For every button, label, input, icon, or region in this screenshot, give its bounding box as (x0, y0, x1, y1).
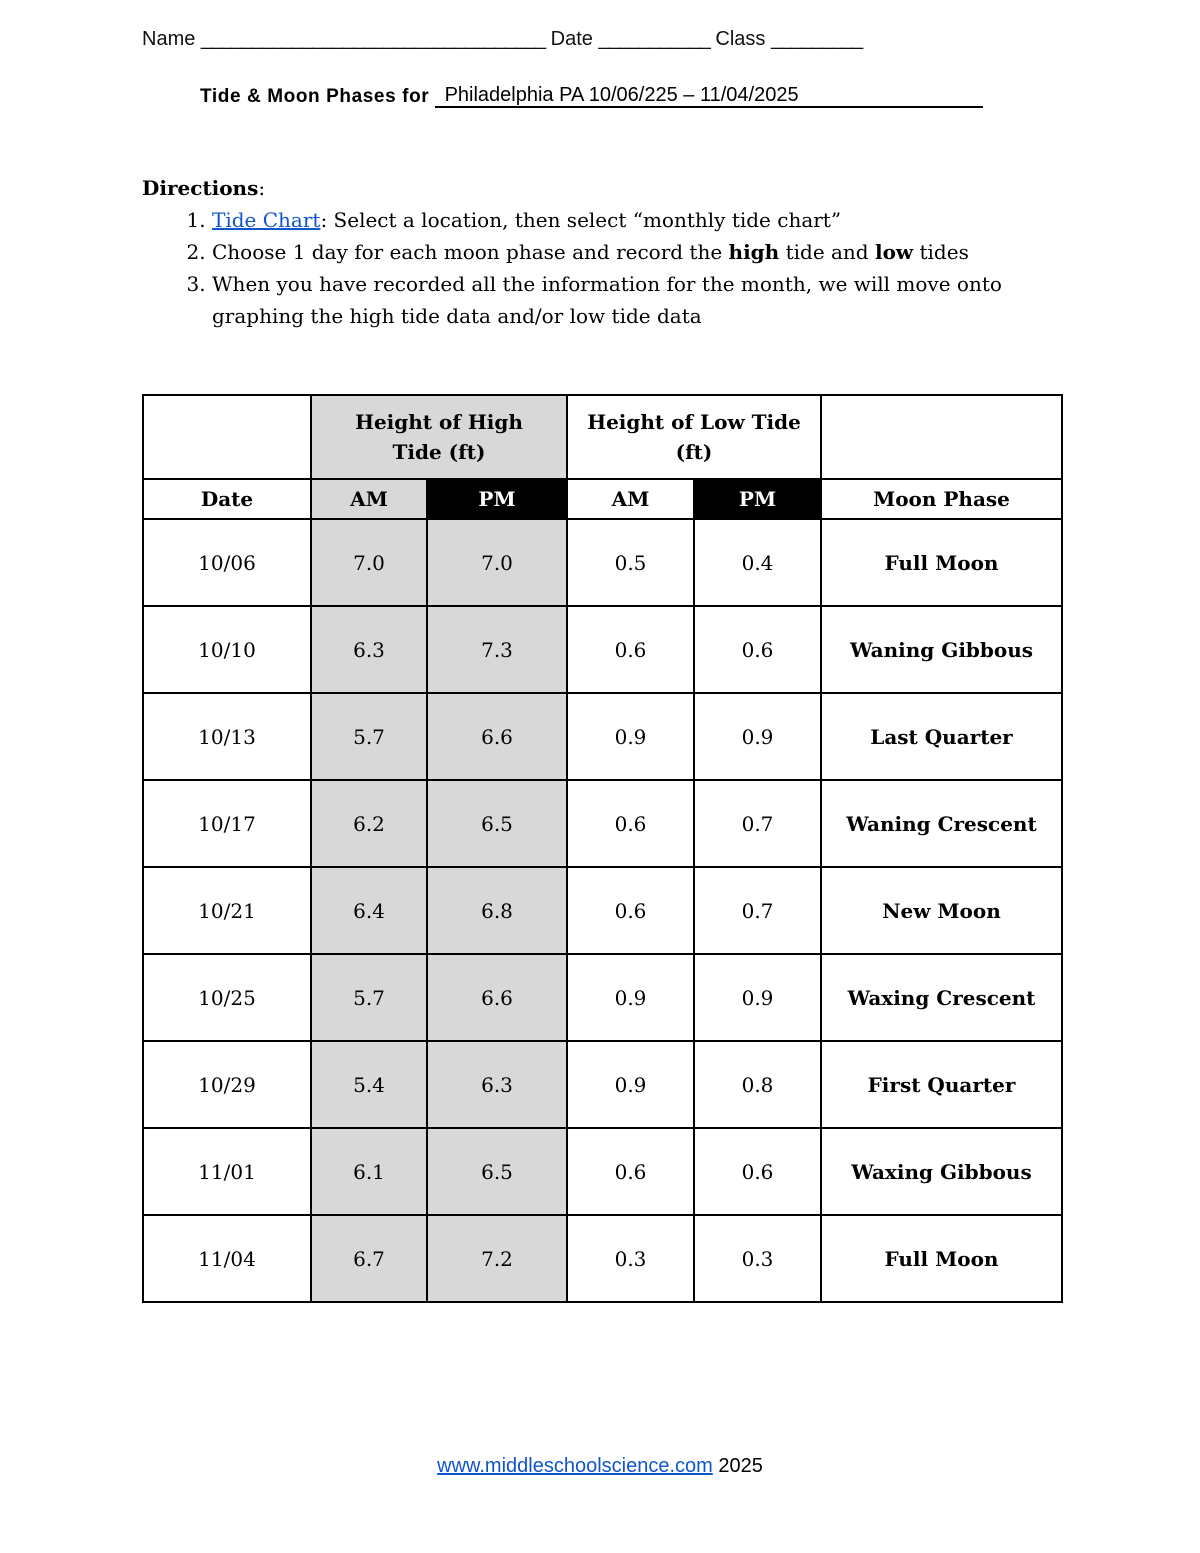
directions-list (142, 204, 1042, 332)
high-am-cell[interactable]: 6.7 (311, 1215, 427, 1302)
footer (0, 1455, 1200, 1478)
direction-step-2 (212, 236, 1042, 268)
low-am-cell[interactable]: 0.6 (567, 1128, 694, 1215)
name-label: Name (142, 28, 196, 50)
low-am-cell[interactable]: 0.9 (567, 1041, 694, 1128)
table-row (143, 693, 1062, 780)
table-row (143, 867, 1062, 954)
low-am-cell[interactable]: 0.6 (567, 780, 694, 867)
moon-phase-cell[interactable]: Full Moon (821, 519, 1062, 606)
class-label: Class (715, 28, 766, 50)
date-cell[interactable]: 10/29 (143, 1041, 311, 1128)
date-cell[interactable]: 11/01 (143, 1128, 311, 1215)
low-am-cell[interactable]: 0.9 (567, 954, 694, 1041)
high-am-cell[interactable]: 6.2 (311, 780, 427, 867)
low-am-column-header: AM (567, 479, 694, 519)
low-am-cell[interactable]: 0.5 (567, 519, 694, 606)
moon-phase-cell[interactable]: Waxing Gibbous (821, 1128, 1062, 1215)
high-pm-cell[interactable]: 7.0 (427, 519, 567, 606)
table-row (143, 1215, 1062, 1302)
low-am-cell[interactable]: 0.6 (567, 606, 694, 693)
high-am-cell[interactable]: 5.7 (311, 693, 427, 780)
date-cell[interactable]: 10/17 (143, 780, 311, 867)
date-cell[interactable]: 10/10 (143, 606, 311, 693)
step-2-text-b: tide and (779, 240, 875, 264)
tide-table (142, 394, 1063, 1303)
name-field[interactable]: __________________________________ (200, 28, 546, 50)
high-am-cell[interactable]: 6.3 (311, 606, 427, 693)
high-pm-cell[interactable]: 6.6 (427, 954, 567, 1041)
table-column-header (143, 479, 1062, 519)
date-column-header: Date (143, 479, 311, 519)
high-pm-cell[interactable]: 6.3 (427, 1041, 567, 1128)
footer-link[interactable]: www.middleschoolscience.com (437, 1455, 713, 1477)
high-am-cell[interactable]: 6.4 (311, 867, 427, 954)
table-row (143, 954, 1062, 1041)
high-pm-cell[interactable]: 7.2 (427, 1215, 567, 1302)
low-pm-cell[interactable]: 0.4 (694, 519, 821, 606)
tide-chart-link[interactable]: Tide Chart (212, 208, 321, 232)
step-2-text-c: tides (913, 240, 969, 264)
date-label: Date (550, 28, 593, 50)
moon-phase-cell[interactable]: First Quarter (821, 1041, 1062, 1128)
high-am-column-header: AM (311, 479, 427, 519)
low-pm-cell[interactable]: 0.6 (694, 1128, 821, 1215)
high-am-cell[interactable]: 5.7 (311, 954, 427, 1041)
directions-heading: Directions (142, 176, 259, 200)
low-pm-cell[interactable]: 0.3 (694, 1215, 821, 1302)
low-pm-cell[interactable]: 0.7 (694, 780, 821, 867)
high-pm-cell[interactable]: 7.3 (427, 606, 567, 693)
date-cell[interactable]: 10/13 (143, 693, 311, 780)
low-tide-header (567, 395, 821, 479)
high-pm-column-header: PM (427, 479, 567, 519)
direction-step-3 (212, 268, 1042, 332)
header-line (142, 28, 1062, 51)
page-title (200, 84, 1020, 108)
low-pm-cell[interactable]: 0.9 (694, 693, 821, 780)
moon-phase-cell[interactable]: Full Moon (821, 1215, 1062, 1302)
table-group-header (143, 395, 1062, 479)
low-tide-header-label: Height of Low Tide (ft) (587, 410, 801, 464)
class-field[interactable]: _________ (770, 28, 863, 50)
low-am-cell[interactable]: 0.9 (567, 693, 694, 780)
date-cell[interactable]: 10/25 (143, 954, 311, 1041)
low-am-cell[interactable]: 0.6 (567, 867, 694, 954)
location-field[interactable]: Philadelphia PA 10/06/225 – 11/04/2025 (435, 84, 983, 108)
table-row (143, 606, 1062, 693)
table-row (143, 1128, 1062, 1215)
step-2-low: low (874, 240, 914, 264)
low-pm-cell[interactable]: 0.7 (694, 867, 821, 954)
date-cell[interactable]: 10/21 (143, 867, 311, 954)
step-3-text: When you have recorded all the information for the month, we will move onto graphing the high tide data and/or low tide data (212, 272, 1002, 328)
date-cell[interactable]: 11/04 (143, 1215, 311, 1302)
moon-phase-cell[interactable]: Last Quarter (821, 693, 1062, 780)
table-row (143, 1041, 1062, 1128)
moon-phase-cell[interactable]: Waning Gibbous (821, 606, 1062, 693)
moon-phase-cell[interactable]: Waning Crescent (821, 780, 1062, 867)
directions: Directions: 1. Tide Chart: Select a location, then select “monthly tide chart” 2. Choose 1 day for each moon phase and record the high tide and low tides 3. When you have recorded all the information for the month, we will move onto graphing the high tide data and/or low tide data (142, 172, 1042, 332)
high-tide-header-label: Height of High Tide (ft) (355, 410, 523, 464)
date-field[interactable]: ___________ (598, 28, 710, 50)
high-pm-cell[interactable]: 6.6 (427, 693, 567, 780)
high-tide-header (311, 395, 567, 479)
step-2-high: high (728, 240, 780, 264)
low-pm-cell[interactable]: 0.6 (694, 606, 821, 693)
high-am-cell[interactable]: 7.0 (311, 519, 427, 606)
moon-phase-cell[interactable]: New Moon (821, 867, 1062, 954)
high-am-cell[interactable]: 5.4 (311, 1041, 427, 1128)
high-pm-cell[interactable]: 6.5 (427, 780, 567, 867)
empty-header-cell (143, 395, 311, 479)
high-pm-cell[interactable]: 6.8 (427, 867, 567, 954)
high-pm-cell[interactable]: 6.5 (427, 1128, 567, 1215)
moon-phase-cell[interactable]: Waxing Crescent (821, 954, 1062, 1041)
date-cell[interactable]: 10/06 (143, 519, 311, 606)
low-pm-cell[interactable]: 0.9 (694, 954, 821, 1041)
step-2-text-a: Choose 1 day for each moon phase and record the (212, 240, 729, 264)
footer-year: 2025 (718, 1455, 763, 1477)
empty-header-cell (821, 395, 1062, 479)
low-am-cell[interactable]: 0.3 (567, 1215, 694, 1302)
direction-step-1 (212, 204, 1042, 236)
table-row (143, 780, 1062, 867)
step-1-text: : Select a location, then select “monthly tide chart” (320, 208, 842, 232)
high-am-cell[interactable]: 6.1 (311, 1128, 427, 1215)
low-pm-column-header: PM (694, 479, 821, 519)
low-pm-cell[interactable]: 0.8 (694, 1041, 821, 1128)
table-row (143, 519, 1062, 606)
moon-phase-column-header: Moon Phase (821, 479, 1062, 519)
title-label: Tide & Moon Phases for (200, 86, 430, 107)
